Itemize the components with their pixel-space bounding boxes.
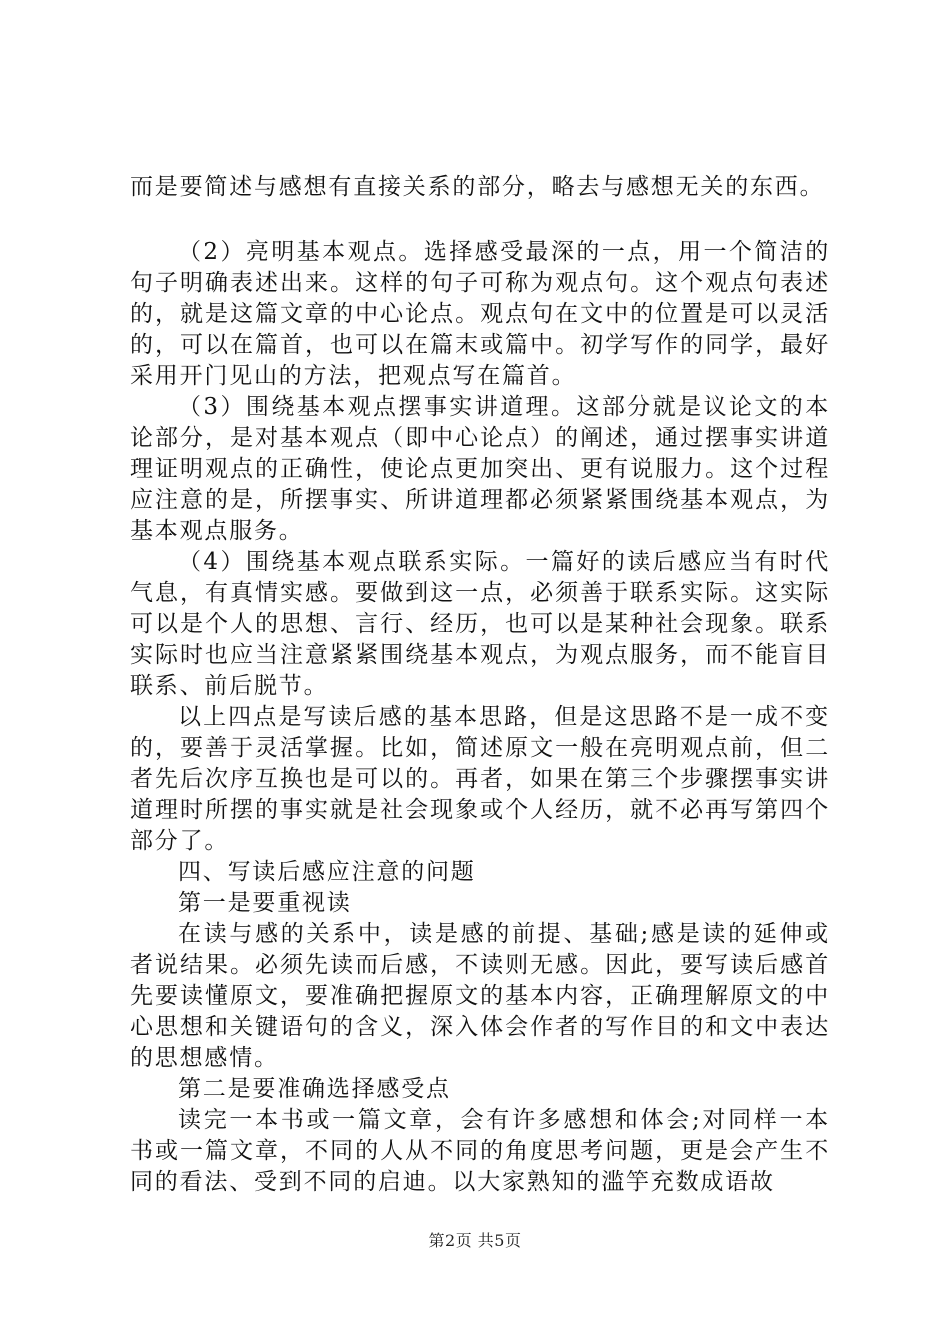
paragraph-choose-point: 读完一本书或一篇文章，会有许多感想和体会;对同样一本书或一篇文章，不同的人从不同的角度思考问题，更是会产生不同的看法、受到不同的启迪。以大家熟知的滥竽充数成语故 (130, 1107, 830, 1195)
paragraph-reading: 在读与感的关系中，读是感的前提、基础;感是读的延伸或者说结果。必须先读而后感，不读则无感。因此，要写读后感首先要读懂原文，要准确把握原文的基本内容，正确理解原文的中心思想和关键语句的含义，深入体会作者的写作目的和文中表达的思想感情。 (130, 921, 830, 1071)
paragraph-step-2: （2）亮明基本观点。选择感受最深的一点，用一个简洁的句子明确表述出来。这样的句子可称为观点句。这个观点句表述的，就是这篇文章的中心论点。观点句在文中的位置是可以灵活的，可以在篇首，也可以在篇末或篇中。初学写作的同学，最好采用开门见山的方法，把观点写在篇首。 (130, 239, 830, 389)
paragraph-step-4: （4）围绕基本观点联系实际。一篇好的读后感应当有时代气息，有真情实感。要做到这一点，必须善于联系实际。这实际可以是个人的思想、言行、经历，也可以是某种社会现象。联系实际时也应当注意紧紧围绕基本观点，为观点服务，而不能盲目联系、前后脱节。 (130, 549, 830, 699)
body-text (130, 172, 830, 1198)
section-heading: 四、写读后感应注意的问题 (178, 859, 476, 885)
page-footer: 第2页 共5页 (428, 1231, 522, 1250)
subheading-second: 第二是要准确选择感受点 (178, 1076, 451, 1102)
paragraph-step-3: （3）围绕基本观点摆事实讲道理。这部分就是议论文的本论部分，是对基本观点（即中心论点）的阐述，通过摆事实讲道理证明观点的正确性，使论点更加突出、更有说服力。这个过程应注意的是，所摆事实、所讲道理都必须紧紧围绕基本观点，为基本观点服务。 (130, 394, 830, 544)
subheading-first: 第一是要重视读 (178, 890, 352, 916)
paragraph-summary: 以上四点是写读后感的基本思路，但是这思路不是一成不变的，要善于灵活掌握。比如，简述原文一般在亮明观点前，但二者先后次序互换也是可以的。再者，如果在第三个步骤摆事实讲道理时所摆的事实就是社会现象或个人经历，就不必再写第四个部分了。 (130, 704, 830, 854)
paragraph-continuation: 而是要简述与感想有直接关系的部分，略去与感想无关的东西。 (130, 174, 825, 200)
